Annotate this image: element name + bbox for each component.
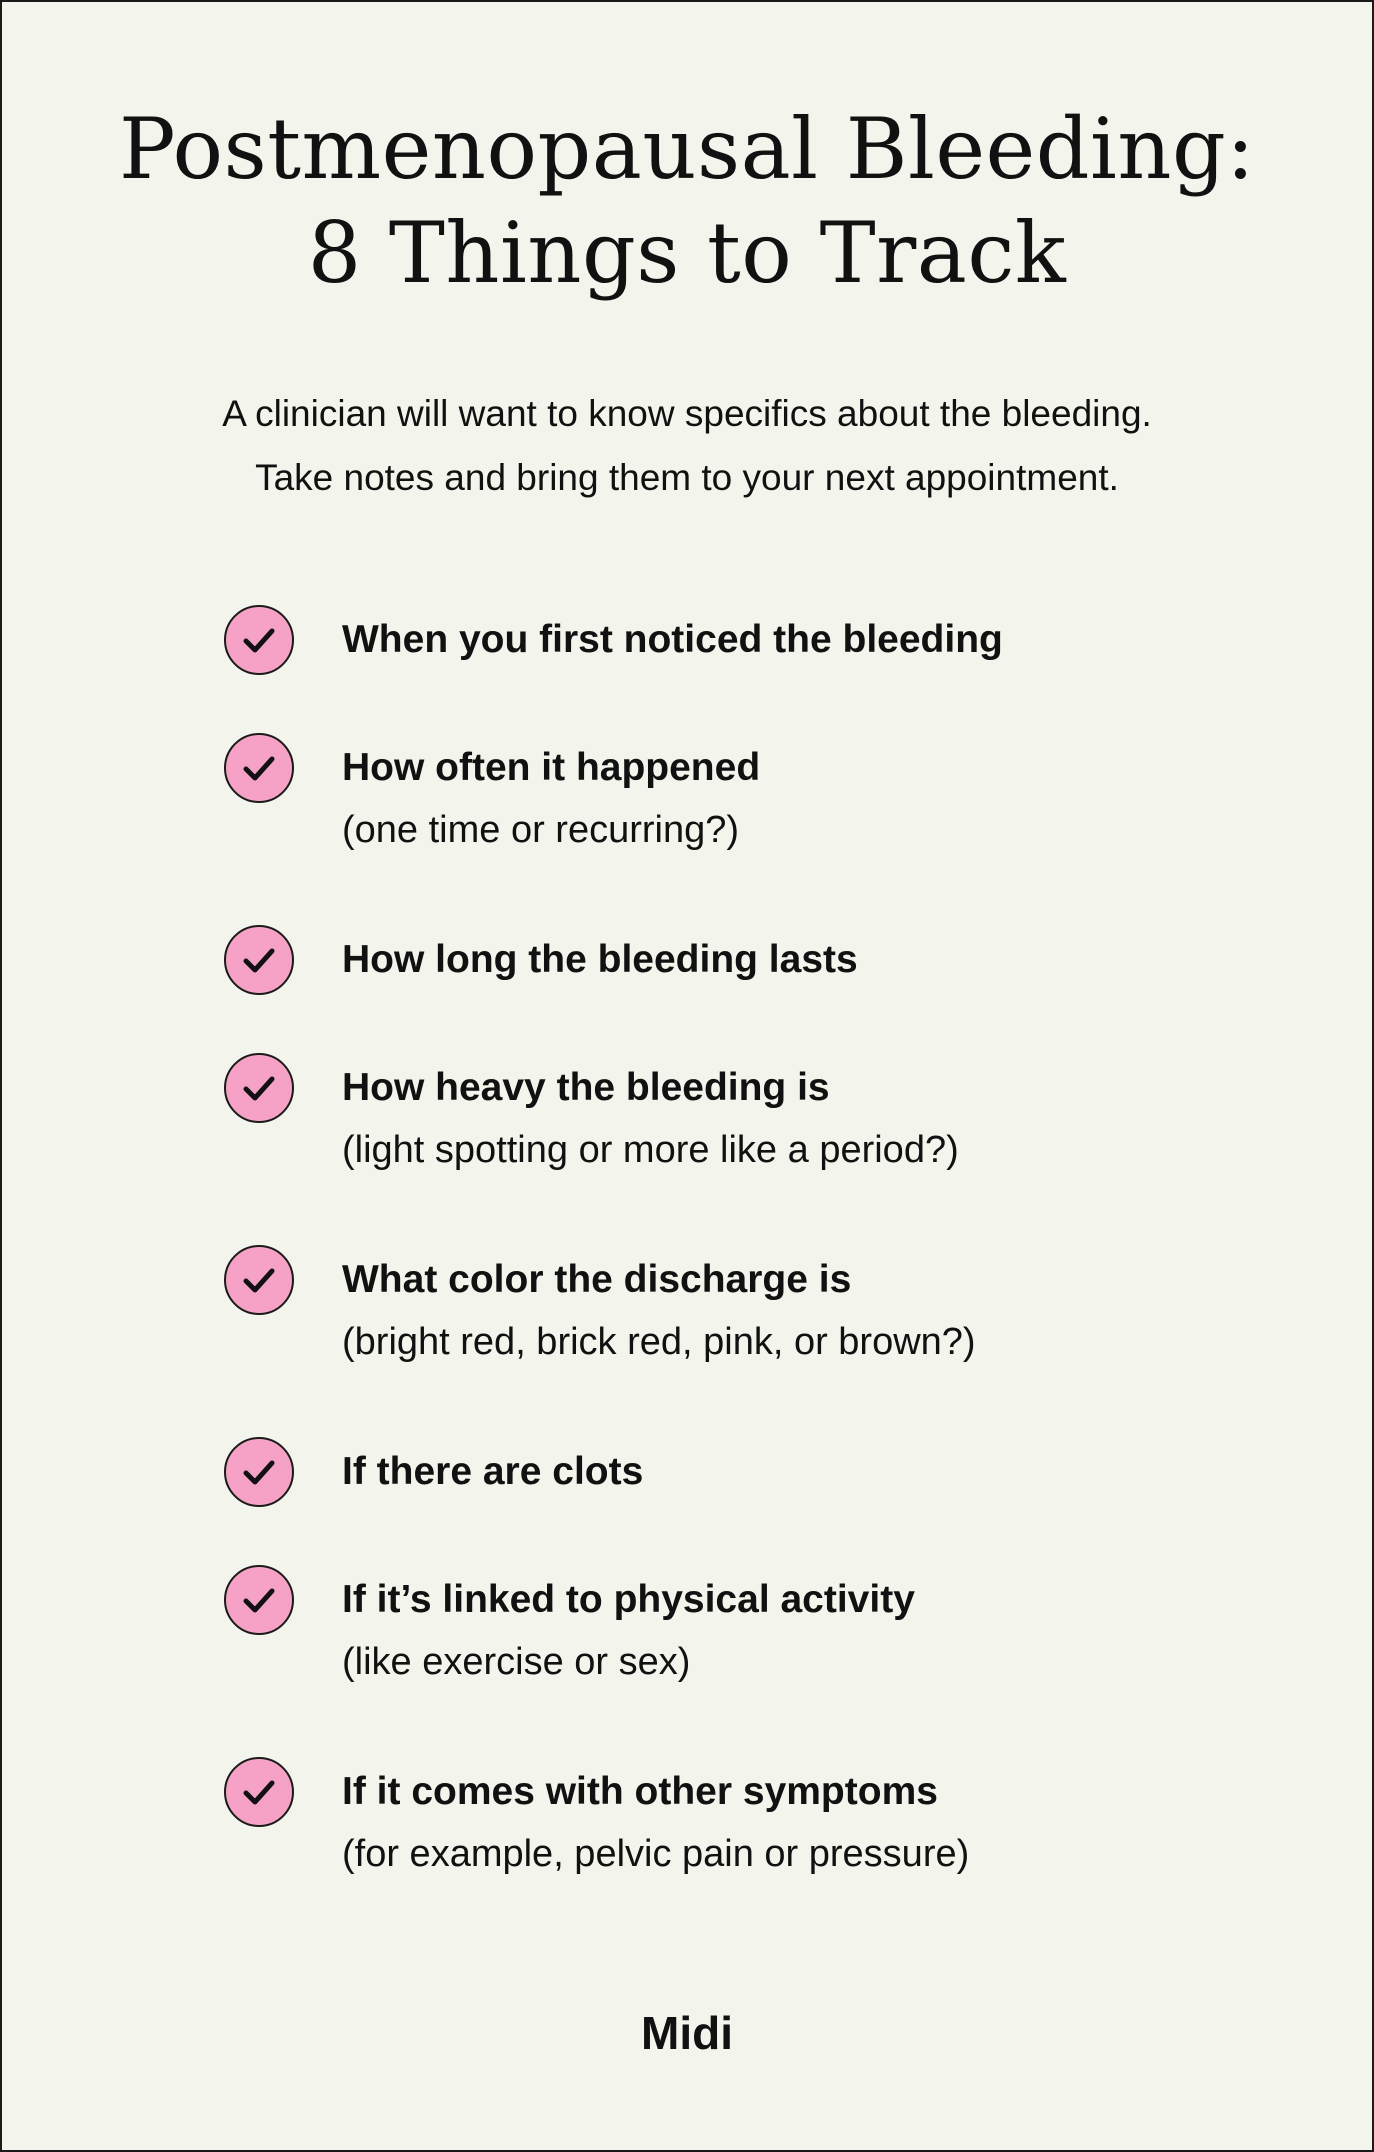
intro-line-1: A clinician will want to know specifics about the bleeding. — [222, 393, 1152, 434]
intro-line-2: Take notes and bring them to your next appointment. — [255, 457, 1119, 498]
title-line-1: Postmenopausal Bleeding: — [118, 100, 1256, 198]
title-line-2: 8 Things to Track — [307, 204, 1067, 302]
checklist-item-title: If there are clots — [342, 1450, 644, 1493]
checklist-item-title: How often it happened — [342, 746, 761, 789]
checklist-item-title: If it comes with other symptoms — [342, 1770, 938, 1813]
brand-logo: Midi — [641, 2007, 733, 2059]
checklist-item — [224, 1566, 1224, 1686]
check-circle-icon — [224, 1565, 294, 1635]
checklist-item — [224, 1438, 1224, 1558]
checklist-item-title: When you first noticed the bleeding — [342, 618, 1003, 661]
check-circle-icon — [224, 605, 294, 675]
checklist-item — [224, 606, 1224, 726]
checklist-item-detail: (bright red, brick red, pink, or brown?) — [342, 1321, 976, 1363]
check-circle-icon — [224, 1757, 294, 1827]
checklist-item-title: If it’s linked to physical activity — [342, 1578, 915, 1621]
check-circle-icon — [224, 1053, 294, 1123]
checklist-item-detail: (for example, pelvic pain or pressure) — [342, 1833, 970, 1875]
checklist-item — [224, 1054, 1224, 1174]
check-circle-icon — [224, 1245, 294, 1315]
check-circle-icon — [224, 925, 294, 995]
checklist-item-detail: (one time or recurring?) — [342, 809, 740, 851]
check-circle-icon — [224, 733, 294, 803]
checklist-item — [224, 734, 1224, 854]
checklist-item-title: What color the discharge is — [342, 1258, 852, 1301]
checklist-item — [224, 926, 1224, 1046]
checklist-item-title: How long the bleeding lasts — [342, 938, 858, 981]
tracking-checklist — [224, 2, 1224, 2150]
checklist-item-detail: (like exercise or sex) — [342, 1641, 691, 1683]
checklist-item — [224, 1246, 1224, 1366]
checklist-item — [224, 1758, 1224, 1878]
checklist-item-detail: (light spotting or more like a period?) — [342, 1129, 959, 1171]
check-circle-icon — [224, 1437, 294, 1507]
checklist-item-title: How heavy the bleeding is — [342, 1066, 830, 1109]
